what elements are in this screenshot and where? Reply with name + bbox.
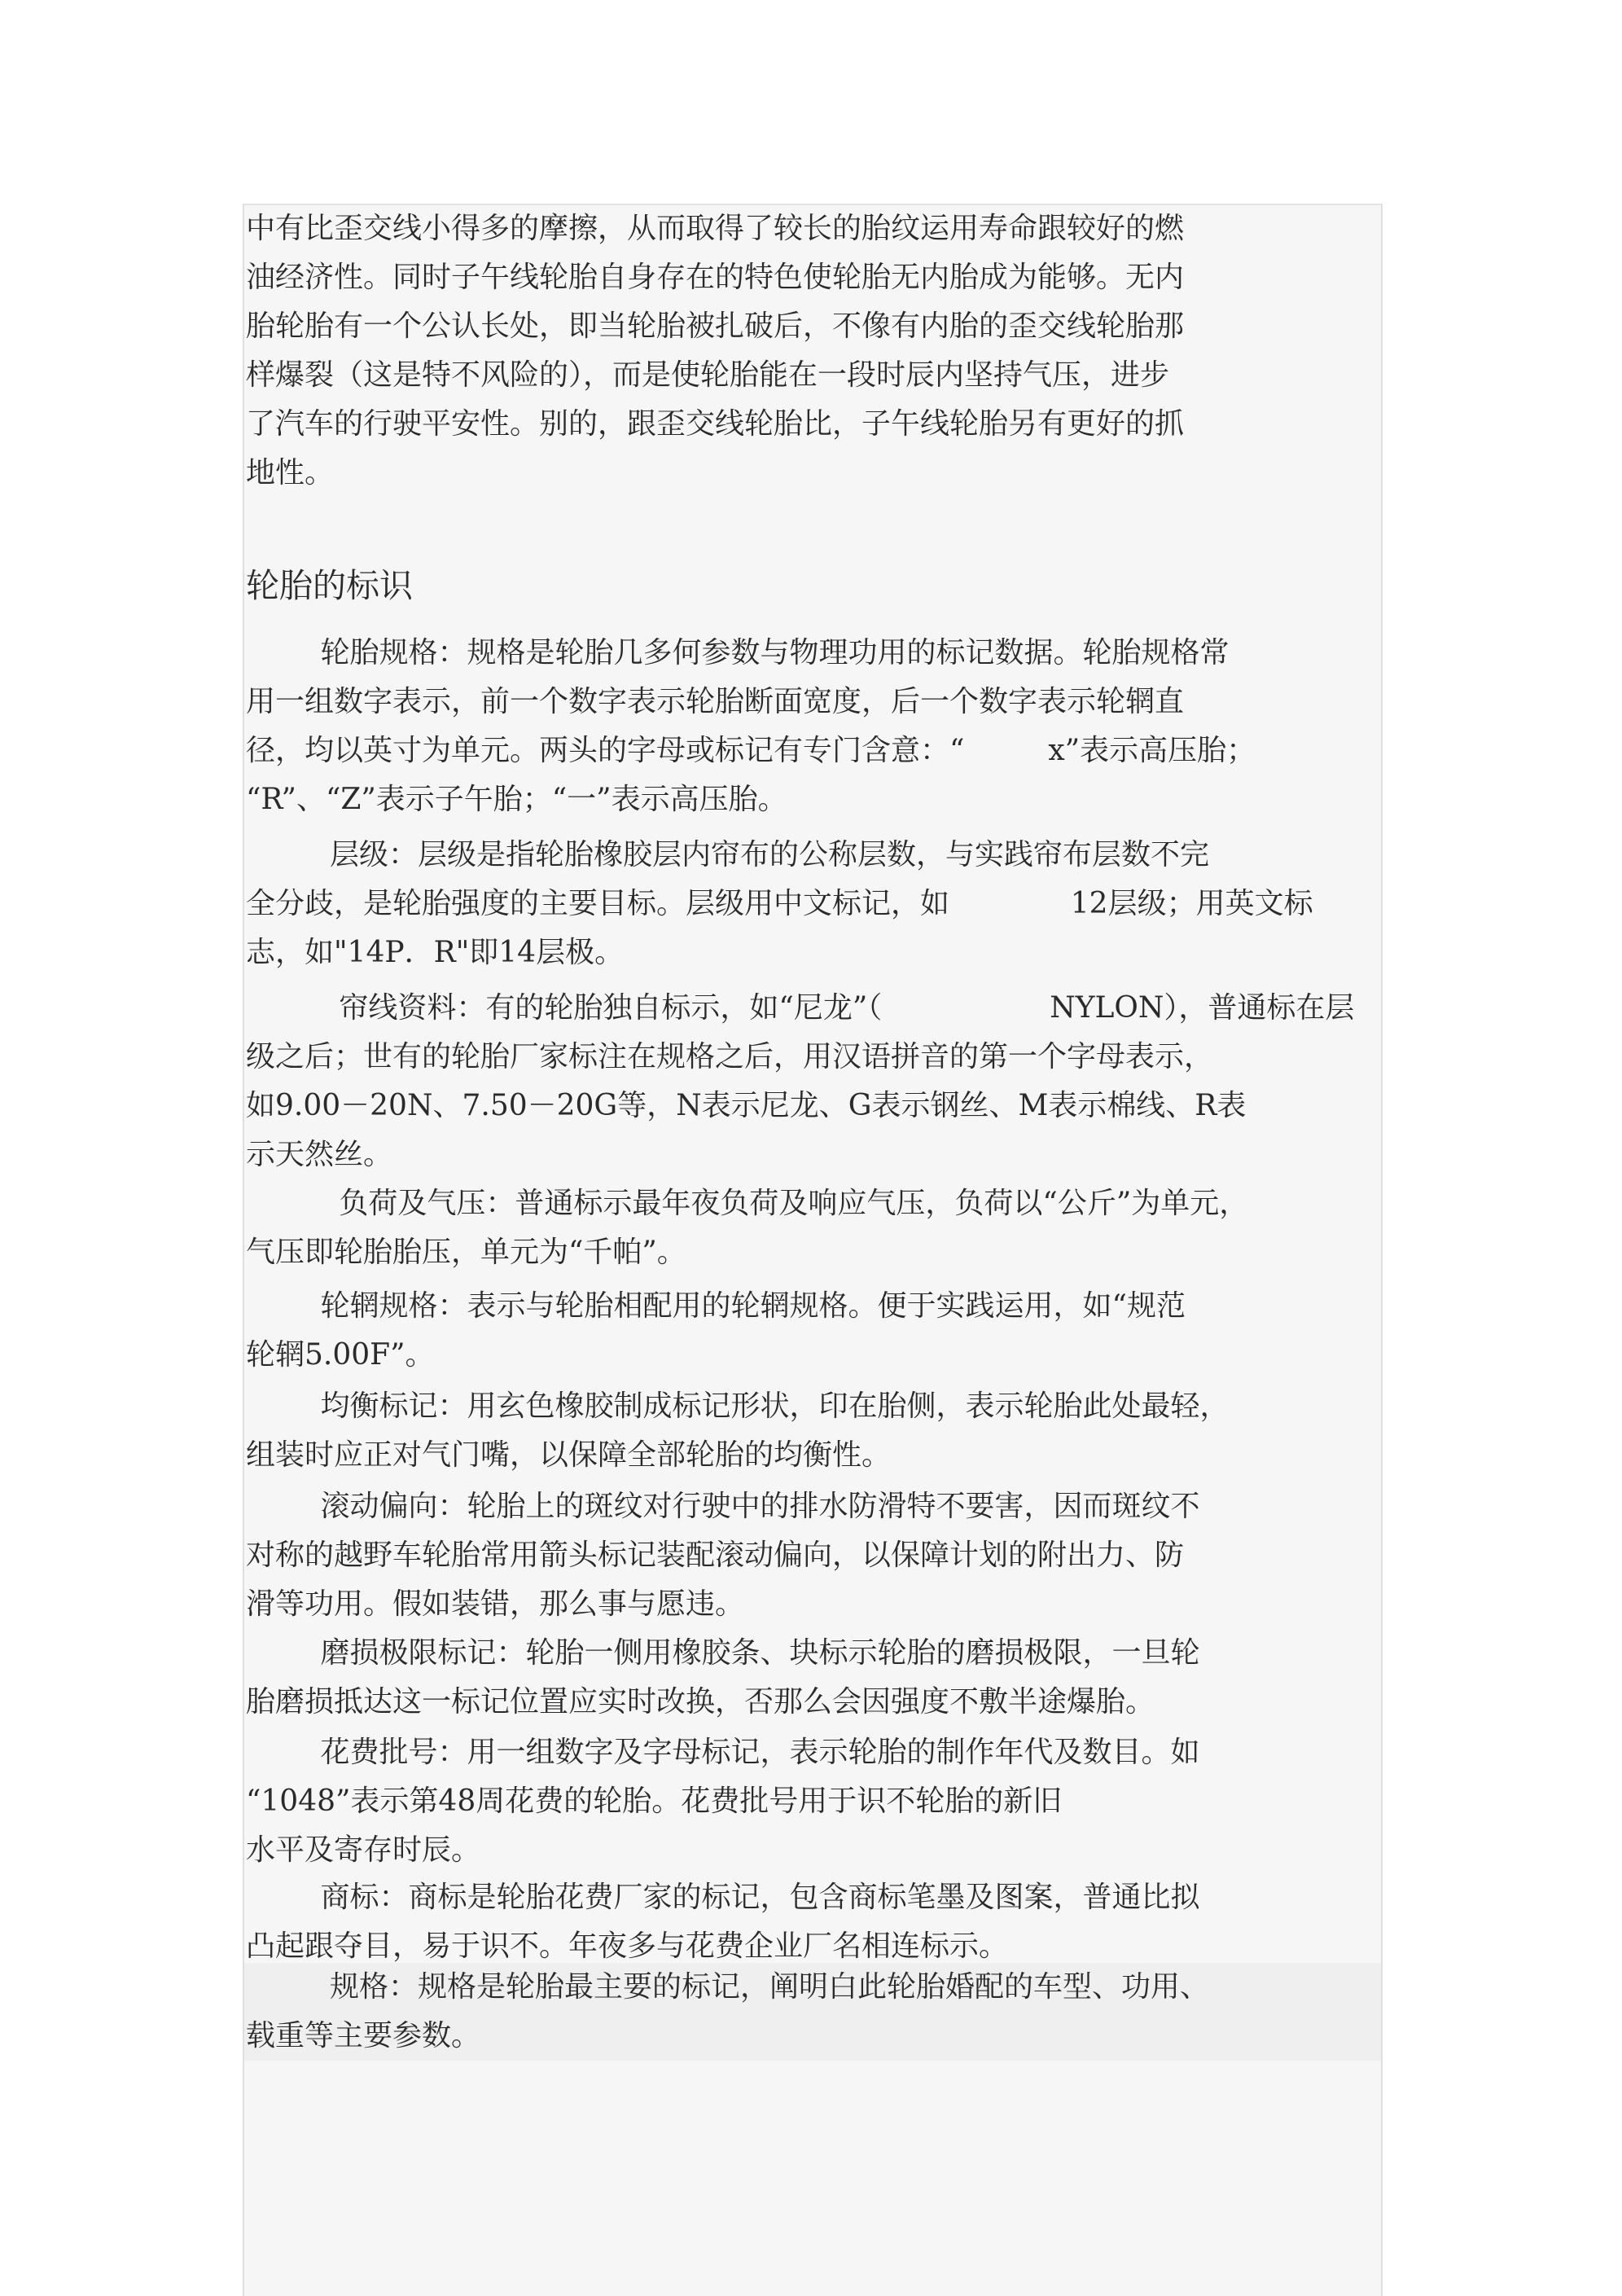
paragraph-line: 滚动偏向：轮胎上的斑纹对行驶中的排水防滑特不要害，因而斑纹不 <box>246 1490 1200 1523</box>
paragraph-wear-limit <box>246 1629 1378 1727</box>
paragraph-line: 负荷及气压：普通标示最年夜负荷及响应气压，负荷以“公斤”为单元， <box>246 1187 1249 1220</box>
intro-line: 胎轮胎有一个公认长处，即当轮胎被扎破后，不像有内胎的歪交线轮胎那 <box>246 309 1185 343</box>
paragraph-line: 对称的越野车轮胎常用箭头标记装配滚动偏向，以保障计划的附出力、防 <box>246 1539 1185 1572</box>
paragraph-line: 滑等功用。假如装错，那么事与愿违。 <box>246 1587 745 1621</box>
paragraph-line: 轮辋规格：表示与轮胎相配用的轮辋规格。便于实践运用，如“规范 <box>246 1289 1186 1323</box>
paragraph-line: 商标：商标是轮胎花费厂家的标记，包含商标笔墨及图案，普通比拟 <box>246 1881 1200 1914</box>
intro-line: 中有比歪交线小得多的摩擦，从而取得了较长的胎纹运用寿命跟较好的燃 <box>246 212 1185 245</box>
intro-line: 油经济性。同时子午线轮胎自身存在的特色使轮胎无内胎成为能够。无内 <box>246 261 1185 294</box>
paragraph-line: 磨损极限标记：轮胎一侧用橡胶条、块标示轮胎的磨损极限，一旦轮 <box>246 1636 1200 1670</box>
paragraph-balance-mark <box>246 1382 1378 1480</box>
paragraph-rim-spec <box>246 1282 1378 1380</box>
paragraph-line: 级之后；世有的轮胎厂家标注在规格之后，用汉语拼音的第一个字母表示， <box>246 1040 1214 1073</box>
paragraph-trademark <box>246 1873 1378 1971</box>
paragraph-line: 胎磨损抵达这一标记位置应实时改换，否那么会因强度不敷半途爆胎。 <box>246 1685 1155 1719</box>
intro-line: 了汽车的行驶平安性。别的，跟歪交线轮胎比，子午线轮胎另有更好的抓 <box>246 407 1185 441</box>
paragraph-line: 全分歧，是轮胎强度的主要目标。层级用中文标记，如 12层级；用英文标 <box>246 887 1313 920</box>
paragraph-line: 载重等主要参数。 <box>246 2019 481 2052</box>
paragraph-line: 志，如"14P．R"即14层极。 <box>246 936 625 969</box>
section-title: 轮胎的标识 <box>246 566 413 605</box>
paragraph-line: 如9.00－20N、7.50－20G等，N表示尼龙、G表示钢丝、M表示棉线、R表 <box>246 1089 1247 1122</box>
paragraph-line: 气压即轮胎胎压，单元为“千帕”。 <box>246 1236 686 1269</box>
paragraph-line: 均衡标记：用玄色橡胶制成标记形状，印在胎侧，表示轮胎此处最轻， <box>246 1389 1230 1423</box>
paragraph-specification <box>246 1963 1378 2061</box>
paragraph-ply-rating <box>246 831 1378 977</box>
paragraph-line: 凸起跟夺目，易于识不。年夜多与花费企业厂名相连标示。 <box>246 1929 1009 1963</box>
paragraph-line: 用一组数字表示，前一个数字表示轮胎断面宽度，后一个数字表示轮辋直 <box>246 685 1185 718</box>
paragraph-batch-number <box>246 1728 1378 1875</box>
paragraph-line: 径，均以英寸为单元。两头的字母或标记有专门含意：“ x”表示高压胎； <box>246 734 1256 767</box>
paragraph-line: 组装时应正对气门嘴，以保障全部轮胎的均衡性。 <box>246 1438 892 1472</box>
intro-line: 地性。 <box>246 456 335 489</box>
paragraph-load-pressure <box>246 1179 1378 1277</box>
paragraph-line: 轮胎规格：规格是轮胎几多何参数与物理功用的标记数据。轮胎规格常 <box>246 636 1230 669</box>
paragraph-rotation-direction <box>246 1482 1378 1629</box>
paragraph-line: 示天然丝。 <box>246 1138 393 1171</box>
paragraph-line: “1048”表示第48周花费的轮胎。花费批号用于识不轮胎的新旧 <box>246 1785 1063 1818</box>
intro-line: 样爆裂（这是特不风险的），而是使轮胎能在一段时辰内坚持气压，进步 <box>246 358 1170 392</box>
paragraph-line: “R”、“Z”表示子午胎；“一”表示高压胎。 <box>246 783 787 816</box>
paragraph-line: 花费批号：用一组数字及字母标记，表示轮胎的制作年代及数目。如 <box>246 1736 1200 1769</box>
paragraph-line: 规格：规格是轮胎最主要的标记，阐明白此轮胎婚配的车型、功用、 <box>246 1970 1209 2004</box>
paragraph-line: 层级：层级是指轮胎橡胶层内帘布的公称层数，与实践帘布层数不完 <box>246 838 1209 871</box>
paragraph-line: 水平及寄存时辰。 <box>246 1833 481 1867</box>
paragraph-cord-material <box>246 984 1378 1179</box>
paragraph-line: 帘线资料：有的轮胎独自标示，如“尼龙”（ NYLON），普通标在层 <box>246 991 1355 1025</box>
intro-paragraph <box>246 204 1378 498</box>
paragraph-line: 轮辋5.00F”。 <box>246 1338 435 1372</box>
paragraph-tire-spec <box>246 629 1378 824</box>
